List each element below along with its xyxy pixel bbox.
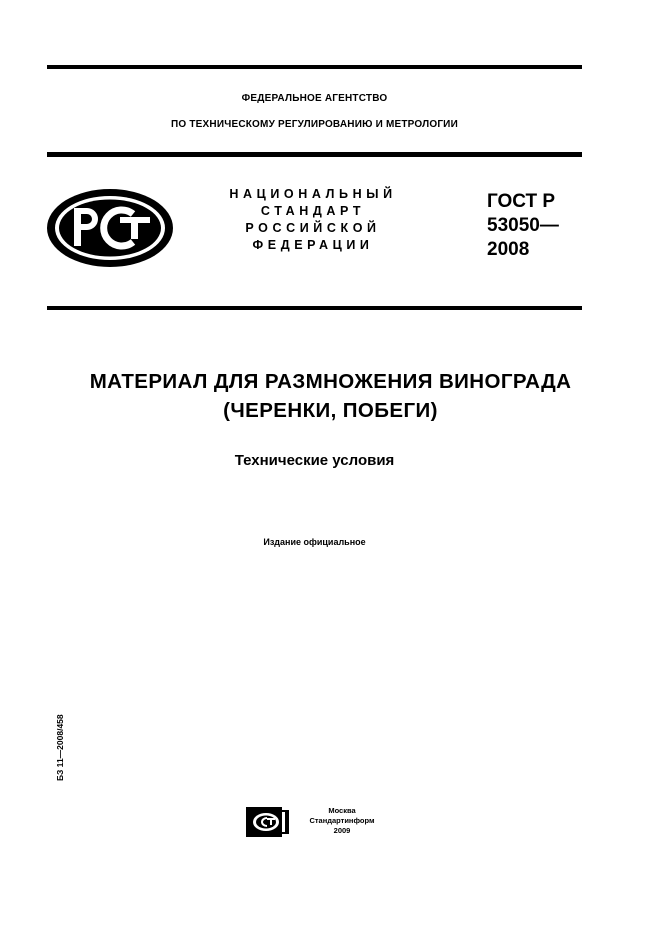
standard-type-line-4: ФЕДЕРАЦИИ bbox=[252, 238, 374, 252]
agency-name-line-2: ПО ТЕХНИЧЕСКОМУ РЕГУЛИРОВАНИЮ И МЕТРОЛОГИИ bbox=[171, 119, 458, 130]
publisher-info bbox=[296, 806, 388, 836]
gost-number bbox=[487, 190, 559, 262]
gost-number-line-3: 2008 bbox=[487, 239, 530, 260]
header-rule bbox=[47, 152, 582, 157]
standartinform-logo-icon bbox=[245, 806, 291, 838]
document-title-line-1: МАТЕРИАЛ ДЛЯ РАЗМНОЖЕНИЯ ВИНОГРАДА bbox=[89, 370, 572, 393]
publisher-name: Стандартинформ bbox=[309, 816, 375, 825]
standard-type-line-2: СТАНДАРТ bbox=[260, 204, 366, 218]
gost-number-line-2: 53050— bbox=[487, 215, 559, 236]
agency-name-line-1: ФЕДЕРАЛЬНОЕ АГЕНТСТВО bbox=[241, 93, 388, 104]
top-rule bbox=[47, 65, 582, 69]
publisher-city: Москва bbox=[328, 806, 356, 815]
edition-note: Издание официальное bbox=[263, 537, 366, 547]
publisher-year: 2009 bbox=[333, 826, 351, 835]
standard-type bbox=[218, 186, 408, 254]
side-code: БЗ 11—2008/458 bbox=[55, 714, 65, 781]
document-title-line-2: (ЧЕРЕНКИ, ПОБЕГИ) bbox=[223, 399, 438, 422]
standard-type-line-3: РОССИЙСКОЙ bbox=[245, 221, 381, 235]
document-subtitle: Технические условия bbox=[234, 452, 395, 469]
header-bottom-rule bbox=[47, 306, 582, 310]
rst-logo-icon bbox=[45, 187, 175, 269]
standard-type-line-1: НАЦИОНАЛЬНЫЙ bbox=[229, 187, 397, 201]
gost-number-line-1: ГОСТ Р bbox=[487, 191, 556, 212]
